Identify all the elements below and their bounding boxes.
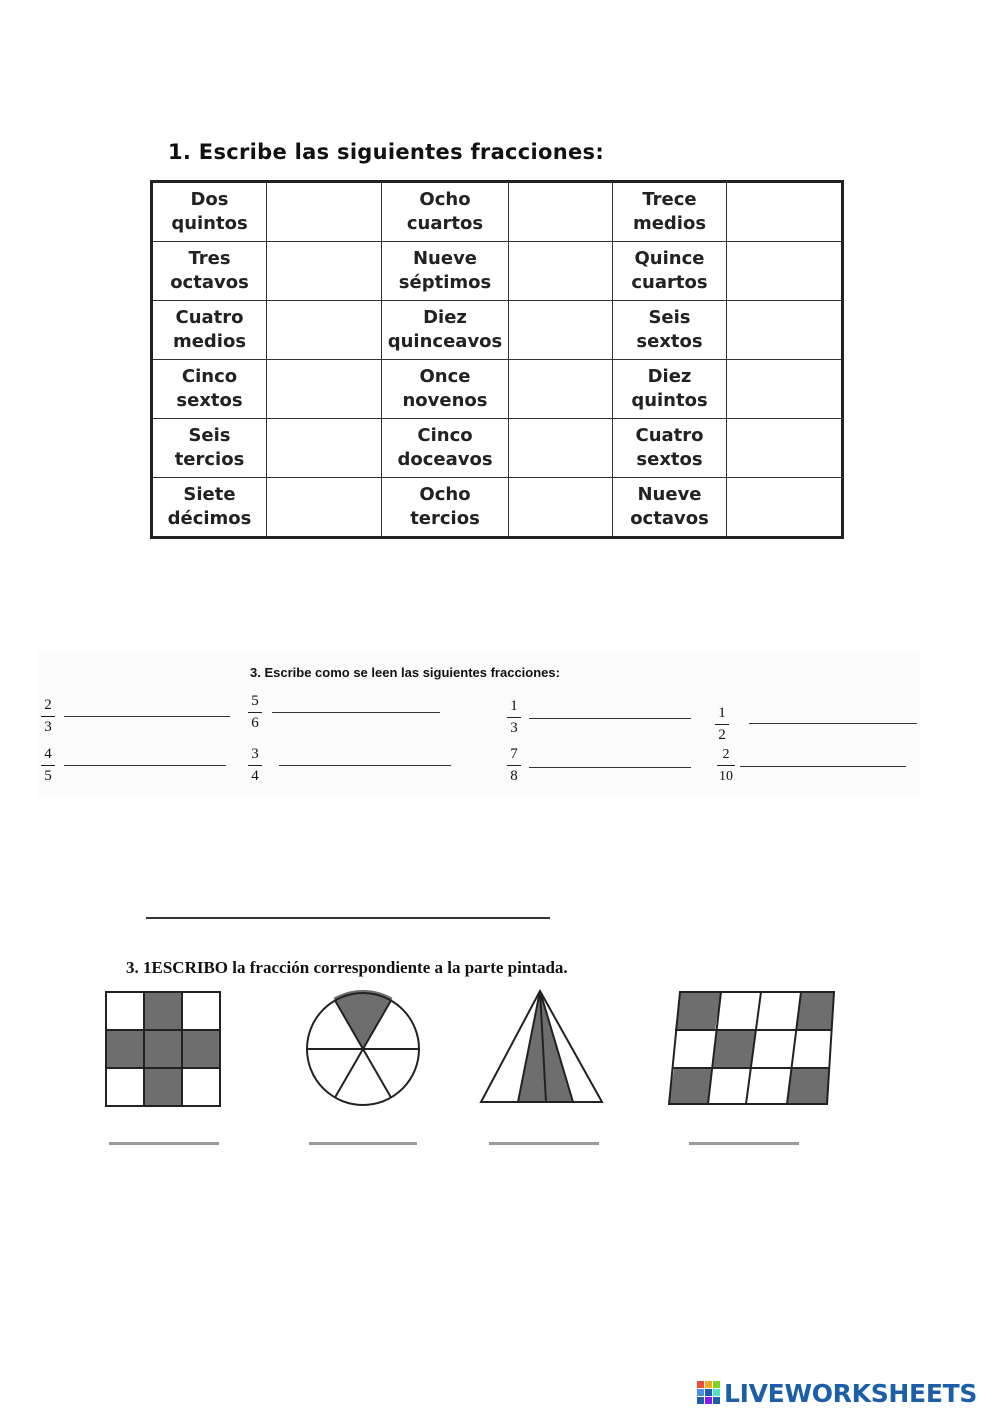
fraction-word-cell: Once novenos <box>382 360 509 419</box>
fraction-word-cell: Dos quintos <box>152 182 267 242</box>
fraction-word-cell: Cuatro medios <box>152 301 267 360</box>
answer-cell[interactable] <box>727 478 843 538</box>
answer-cell[interactable] <box>267 242 382 301</box>
fraction: 1 2 <box>710 705 734 744</box>
answer-line[interactable] <box>64 765 226 766</box>
section3-title: 3. 1ESCRIBO la fracción correspondiente a la parte pintada. <box>126 958 568 977</box>
fraction-word-cell: Cinco sextos <box>152 360 267 419</box>
fraction-word-cell: Quince cuartos <box>613 242 727 301</box>
table-row <box>152 182 843 242</box>
section2-title: 3. Escribe como se leen las siguientes fracciones: <box>250 665 560 680</box>
answer-cell[interactable] <box>267 360 382 419</box>
answer-cell[interactable] <box>727 419 843 478</box>
fraction-word-cell: Ocho cuartos <box>382 182 509 242</box>
fraction-word-cell: Seis sextos <box>613 301 727 360</box>
fraction-word-cell: Seis tercios <box>152 419 267 478</box>
answer-line[interactable] <box>740 766 906 767</box>
fraction-word-cell: Tres octavos <box>152 242 267 301</box>
fraction-word-cell: Siete décimos <box>152 478 267 538</box>
fraction-word-cell: Nueve octavos <box>613 478 727 538</box>
table-row <box>152 419 843 478</box>
answer-line[interactable] <box>529 767 691 768</box>
triangle-figure <box>478 988 606 1106</box>
liveworksheets-logo <box>697 1378 977 1408</box>
answer-cell[interactable] <box>727 301 843 360</box>
answer-cell[interactable] <box>727 242 843 301</box>
answer-line[interactable] <box>689 1142 799 1145</box>
table-row <box>152 301 843 360</box>
fraction-word-cell: Cuatro sextos <box>613 419 727 478</box>
answer-cell[interactable] <box>509 419 613 478</box>
answer-line[interactable] <box>109 1142 219 1145</box>
answer-cell[interactable] <box>267 182 382 242</box>
answer-line[interactable] <box>489 1142 599 1145</box>
parallelogram-grid-figure <box>666 990 838 1108</box>
answer-cell[interactable] <box>509 478 613 538</box>
answer-cell[interactable] <box>267 419 382 478</box>
answer-line[interactable] <box>272 712 440 713</box>
answer-cell[interactable] <box>267 478 382 538</box>
logo-text: LIVEWORKSHEETS <box>724 1378 978 1408</box>
fraction-word-cell: Diez quinceavos <box>382 301 509 360</box>
fraction-word-cell: Ocho tercios <box>382 478 509 538</box>
table-row <box>152 242 843 301</box>
answer-cell[interactable] <box>509 242 613 301</box>
cross-grid-figure <box>104 990 222 1108</box>
answer-line[interactable] <box>279 765 451 766</box>
answer-line[interactable] <box>309 1142 417 1145</box>
divider-line <box>146 917 550 919</box>
fraction: 2 10 <box>719 747 733 784</box>
answer-line[interactable] <box>64 716 230 717</box>
answer-cell[interactable] <box>267 301 382 360</box>
answer-line[interactable] <box>529 718 691 719</box>
liveworksheets-logo-icon <box>697 1381 721 1405</box>
fraction: 5 6 <box>243 693 267 732</box>
fraction: 2 3 <box>36 697 60 736</box>
answer-cell[interactable] <box>727 360 843 419</box>
divided-circle-figure <box>304 990 422 1108</box>
fraction: 7 8 <box>502 746 526 785</box>
table-row <box>152 360 843 419</box>
fraction: 3 4 <box>243 746 267 785</box>
fraction: 1 3 <box>502 698 526 737</box>
section1-title: 1. Escribe las siguientes fracciones: <box>168 140 605 164</box>
answer-line[interactable] <box>749 723 917 724</box>
answer-cell[interactable] <box>509 182 613 242</box>
answer-cell[interactable] <box>509 301 613 360</box>
fraction-word-cell: Cinco doceavos <box>382 419 509 478</box>
fraction-word-cell: Diez quintos <box>613 360 727 419</box>
fractions-words-table <box>150 180 844 539</box>
answer-cell[interactable] <box>727 182 843 242</box>
table-row <box>152 478 843 538</box>
fraction-word-cell: Trece medios <box>613 182 727 242</box>
fraction-word-cell: Nueve séptimos <box>382 242 509 301</box>
answer-cell[interactable] <box>509 360 613 419</box>
fraction: 4 5 <box>36 746 60 785</box>
